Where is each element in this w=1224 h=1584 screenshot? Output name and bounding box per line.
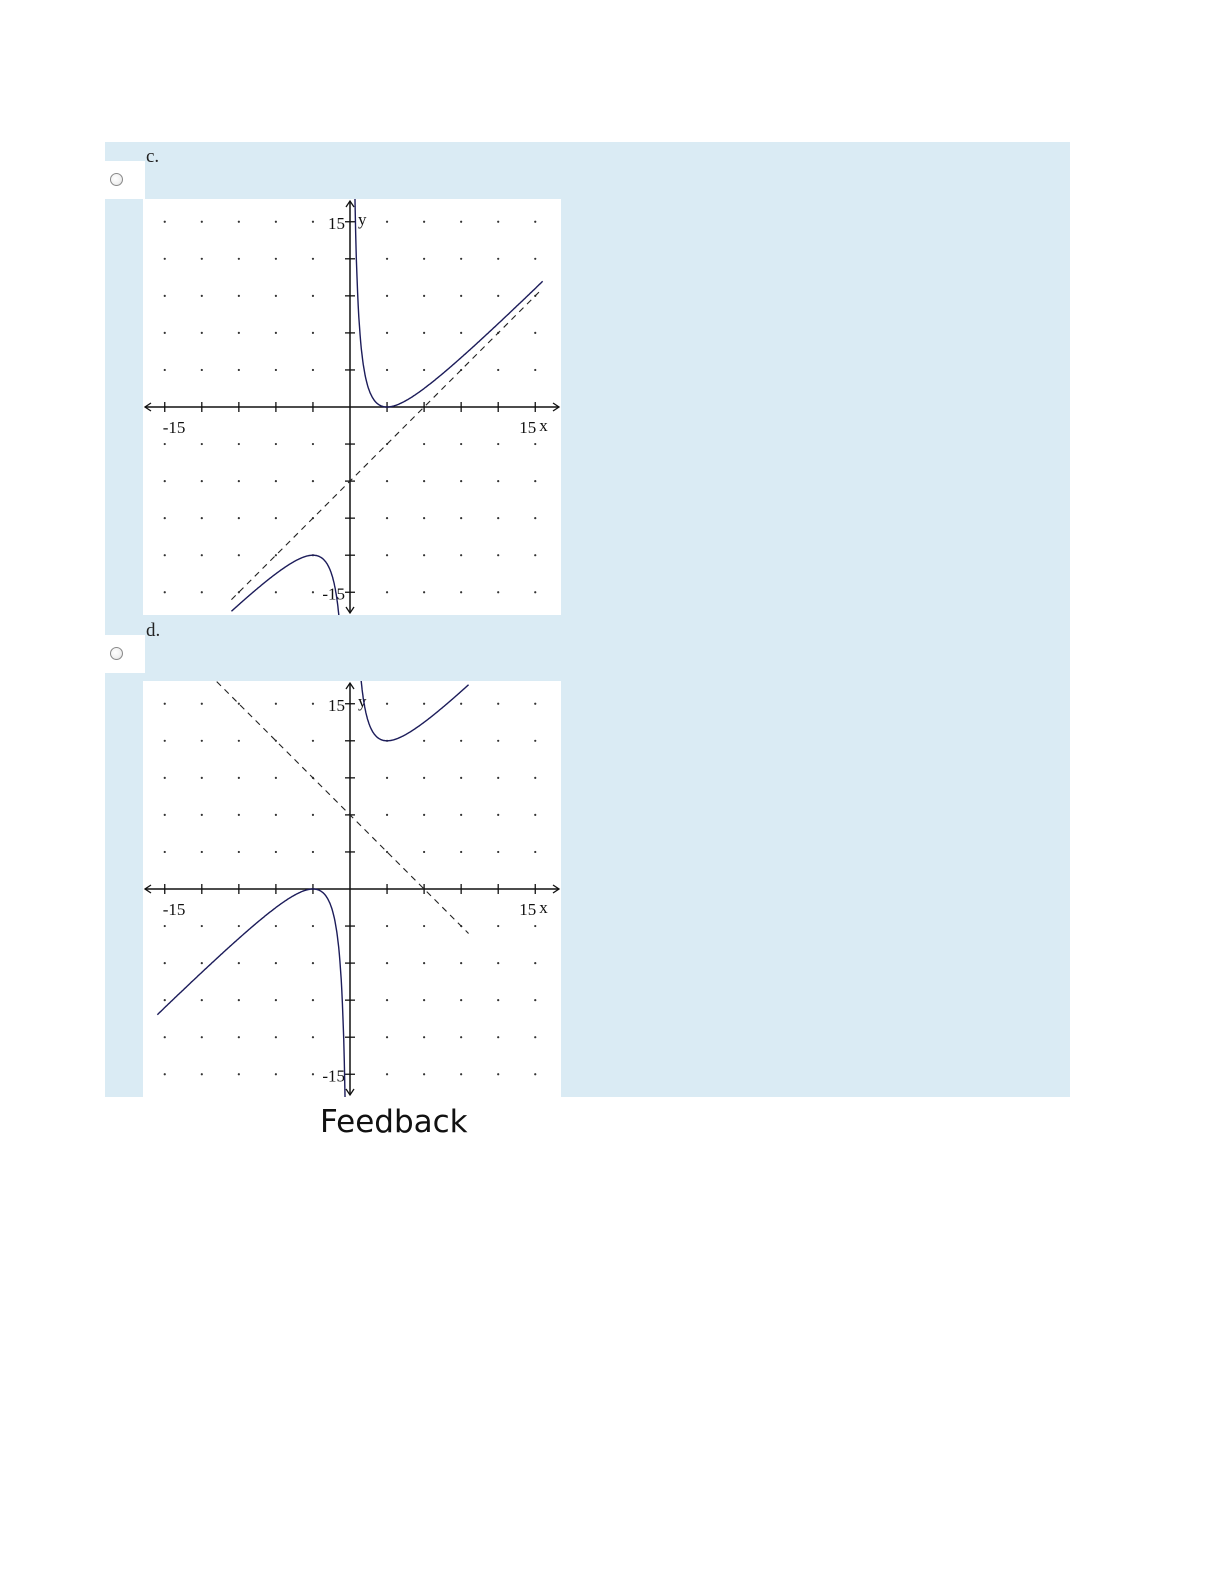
grid-dot <box>423 591 425 593</box>
grid-dot <box>164 480 166 482</box>
grid-dot <box>312 591 314 593</box>
grid-dot <box>238 554 240 556</box>
option-d-label: d. <box>146 620 161 641</box>
grid-dot <box>497 554 499 556</box>
grid-dot <box>164 777 166 779</box>
grid-dot <box>497 369 499 371</box>
grid-dot <box>312 443 314 445</box>
grid-dot <box>386 295 388 297</box>
grid-dot <box>275 480 277 482</box>
grid-dot <box>386 591 388 593</box>
grid-dot <box>275 1036 277 1038</box>
grid-dot <box>238 221 240 223</box>
grid-dot <box>534 814 536 816</box>
grid-dot <box>386 999 388 1001</box>
grid-dot <box>423 369 425 371</box>
grid-dot <box>497 999 499 1001</box>
grid-dot <box>386 369 388 371</box>
grid-dot <box>164 554 166 556</box>
grid-dot <box>275 962 277 964</box>
x-axis-label: x <box>539 898 548 917</box>
grid-dot <box>534 369 536 371</box>
grid-dot <box>423 962 425 964</box>
grid-dot <box>238 443 240 445</box>
grid-dot <box>201 332 203 334</box>
grid-dot <box>164 703 166 705</box>
grid-dot <box>534 480 536 482</box>
grid-dot <box>534 1036 536 1038</box>
grid-dot <box>164 591 166 593</box>
option-d-graph-svg <box>143 681 561 1097</box>
option-c-graph-svg <box>143 199 561 615</box>
grid-dot <box>460 703 462 705</box>
grid-dot <box>460 258 462 260</box>
grid-dot <box>534 999 536 1001</box>
grid-dot <box>201 814 203 816</box>
option-c-radio-cell <box>105 161 145 199</box>
grid-dot <box>201 443 203 445</box>
grid-dot <box>275 851 277 853</box>
grid-dot <box>497 591 499 593</box>
grid-dot <box>423 517 425 519</box>
grid-dot <box>423 554 425 556</box>
grid-dot <box>312 1073 314 1075</box>
grid-dot <box>275 591 277 593</box>
grid-dot <box>201 369 203 371</box>
grid-dot <box>423 332 425 334</box>
grid-dot <box>534 740 536 742</box>
grid-dot <box>275 517 277 519</box>
grid-dot <box>238 925 240 927</box>
oblique-asymptote <box>162 681 468 933</box>
y-tick-label-bottom: -15 <box>322 584 345 604</box>
grid-dot <box>201 962 203 964</box>
grid-dot <box>164 369 166 371</box>
grid-dot <box>497 777 499 779</box>
grid-dot <box>423 925 425 927</box>
grid-dot <box>201 999 203 1001</box>
grid-dot <box>275 369 277 371</box>
grid-dot <box>460 999 462 1001</box>
x-tick-label-right: 15 <box>519 900 537 919</box>
grid-dot <box>497 814 499 816</box>
grid-dot <box>238 258 240 260</box>
grid-dot <box>164 962 166 964</box>
grid-dot <box>238 369 240 371</box>
grid-dot <box>497 962 499 964</box>
option-c-radio-button[interactable] <box>110 173 123 186</box>
grid-dot <box>386 554 388 556</box>
grid-dot <box>201 740 203 742</box>
grid-dot <box>460 1036 462 1038</box>
grid-dot <box>534 221 536 223</box>
grid-dot <box>201 703 203 705</box>
grid-dot <box>460 851 462 853</box>
y-axis-label: y <box>358 209 367 229</box>
grid-dot <box>423 999 425 1001</box>
grid-dot <box>497 480 499 482</box>
grid-dot <box>201 925 203 927</box>
grid-dot <box>164 295 166 297</box>
grid-dot <box>460 480 462 482</box>
option-d-radio-button[interactable] <box>110 647 123 660</box>
grid-dot <box>238 1073 240 1075</box>
grid-dot <box>164 925 166 927</box>
grid-dot <box>423 1036 425 1038</box>
grid-dot <box>534 591 536 593</box>
grid-dot <box>201 1073 203 1075</box>
grid-dot <box>497 740 499 742</box>
grid-dot <box>238 1036 240 1038</box>
grid-dot <box>201 517 203 519</box>
grid-dot <box>275 221 277 223</box>
grid-dot <box>238 999 240 1001</box>
grid-dot <box>386 925 388 927</box>
grid-dot <box>386 258 388 260</box>
grid-dot <box>312 740 314 742</box>
grid-dot <box>238 295 240 297</box>
grid-dot <box>386 777 388 779</box>
grid-dot <box>386 962 388 964</box>
grid-dot <box>164 1036 166 1038</box>
grid-dot <box>460 295 462 297</box>
grid-dot <box>423 814 425 816</box>
grid-dot <box>460 591 462 593</box>
grid-dot <box>201 777 203 779</box>
grid-dot <box>312 480 314 482</box>
grid-dot <box>497 925 499 927</box>
grid-dot <box>201 295 203 297</box>
grid-dot <box>460 554 462 556</box>
grid-dot <box>423 295 425 297</box>
option-c-graph <box>143 199 561 615</box>
grid-dot <box>164 814 166 816</box>
grid-dot <box>164 999 166 1001</box>
grid-dot <box>497 851 499 853</box>
grid-dot <box>386 1073 388 1075</box>
grid-dot <box>460 1073 462 1075</box>
grid-dot <box>534 258 536 260</box>
oblique-asymptote <box>231 292 539 600</box>
grid-dot <box>423 221 425 223</box>
grid-dot <box>312 258 314 260</box>
grid-dot <box>164 258 166 260</box>
grid-dot <box>164 443 166 445</box>
grid-dot <box>275 814 277 816</box>
grid-dot <box>164 517 166 519</box>
grid-dot <box>238 814 240 816</box>
grid-dot <box>312 221 314 223</box>
grid-dot <box>201 221 203 223</box>
grid-dot <box>275 925 277 927</box>
grid-dot <box>164 851 166 853</box>
option-d-graph <box>143 681 561 1097</box>
grid-dot <box>423 740 425 742</box>
grid-dot <box>312 814 314 816</box>
grid-dot <box>386 480 388 482</box>
grid-dot <box>497 703 499 705</box>
grid-dot <box>164 221 166 223</box>
grid-dot <box>164 332 166 334</box>
grid-dot <box>460 443 462 445</box>
grid-dot <box>201 554 203 556</box>
grid-dot <box>386 1036 388 1038</box>
grid-dot <box>497 221 499 223</box>
grid-dot <box>238 851 240 853</box>
grid-dot <box>275 258 277 260</box>
grid-dot <box>423 480 425 482</box>
grid-dot <box>312 369 314 371</box>
grid-dot <box>534 517 536 519</box>
grid-dot <box>460 221 462 223</box>
grid-dot <box>534 554 536 556</box>
grid-dot <box>497 258 499 260</box>
grid-dot <box>386 517 388 519</box>
y-tick-label-bottom: -15 <box>322 1066 345 1086</box>
grid-dot <box>460 517 462 519</box>
y-axis-label: y <box>358 691 367 711</box>
grid-dot <box>164 1073 166 1075</box>
grid-dot <box>238 332 240 334</box>
feedback-heading: Feedback <box>320 1104 468 1140</box>
grid-dot <box>238 740 240 742</box>
grid-dot <box>386 703 388 705</box>
grid-dot <box>275 332 277 334</box>
grid-dot <box>312 295 314 297</box>
grid-dot <box>164 740 166 742</box>
curve-right-branch <box>157 889 345 1097</box>
y-tick-label-top: 15 <box>328 695 345 715</box>
curve-left-branch <box>357 681 469 741</box>
grid-dot <box>275 1073 277 1075</box>
grid-dot <box>534 962 536 964</box>
grid-dot <box>423 443 425 445</box>
x-tick-label-left: -15 <box>162 900 186 919</box>
curve-right-branch <box>354 199 542 407</box>
grid-dot <box>534 1073 536 1075</box>
x-tick-label-right: 15 <box>519 418 537 437</box>
grid-dot <box>312 925 314 927</box>
x-tick-label-left: -15 <box>162 418 186 437</box>
grid-dot <box>460 332 462 334</box>
grid-dot <box>312 1036 314 1038</box>
grid-dot <box>201 480 203 482</box>
grid-dot <box>238 777 240 779</box>
grid-dot <box>460 962 462 964</box>
grid-dot <box>275 777 277 779</box>
grid-dot <box>312 851 314 853</box>
option-c-label: c. <box>146 146 160 167</box>
grid-dot <box>423 1073 425 1075</box>
x-axis-label: x <box>539 416 548 435</box>
grid-dot <box>201 1036 203 1038</box>
grid-dot <box>497 295 499 297</box>
grid-dot <box>460 814 462 816</box>
grid-dot <box>386 814 388 816</box>
y-tick-label-top: 15 <box>328 213 345 233</box>
option-d-radio-cell <box>105 635 145 673</box>
grid-dot <box>238 480 240 482</box>
grid-dot <box>534 925 536 927</box>
grid-dot <box>534 443 536 445</box>
grid-dot <box>238 517 240 519</box>
grid-dot <box>423 851 425 853</box>
grid-dot <box>275 443 277 445</box>
grid-dot <box>497 1073 499 1075</box>
grid-dot <box>497 443 499 445</box>
grid-dot <box>534 703 536 705</box>
grid-dot <box>497 1036 499 1038</box>
grid-dot <box>275 999 277 1001</box>
grid-dot <box>497 517 499 519</box>
grid-dot <box>201 591 203 593</box>
grid-dot <box>534 777 536 779</box>
grid-dot <box>423 258 425 260</box>
grid-dot <box>386 221 388 223</box>
grid-dot <box>386 332 388 334</box>
grid-dot <box>201 851 203 853</box>
grid-dot <box>312 999 314 1001</box>
grid-dot <box>275 703 277 705</box>
grid-dot <box>460 777 462 779</box>
grid-dot <box>312 332 314 334</box>
grid-dot <box>201 258 203 260</box>
grid-dot <box>423 777 425 779</box>
grid-dot <box>423 703 425 705</box>
grid-dot <box>534 851 536 853</box>
grid-dot <box>312 962 314 964</box>
grid-dot <box>312 703 314 705</box>
grid-dot <box>238 962 240 964</box>
grid-dot <box>460 740 462 742</box>
grid-dot <box>534 332 536 334</box>
grid-dot <box>275 295 277 297</box>
